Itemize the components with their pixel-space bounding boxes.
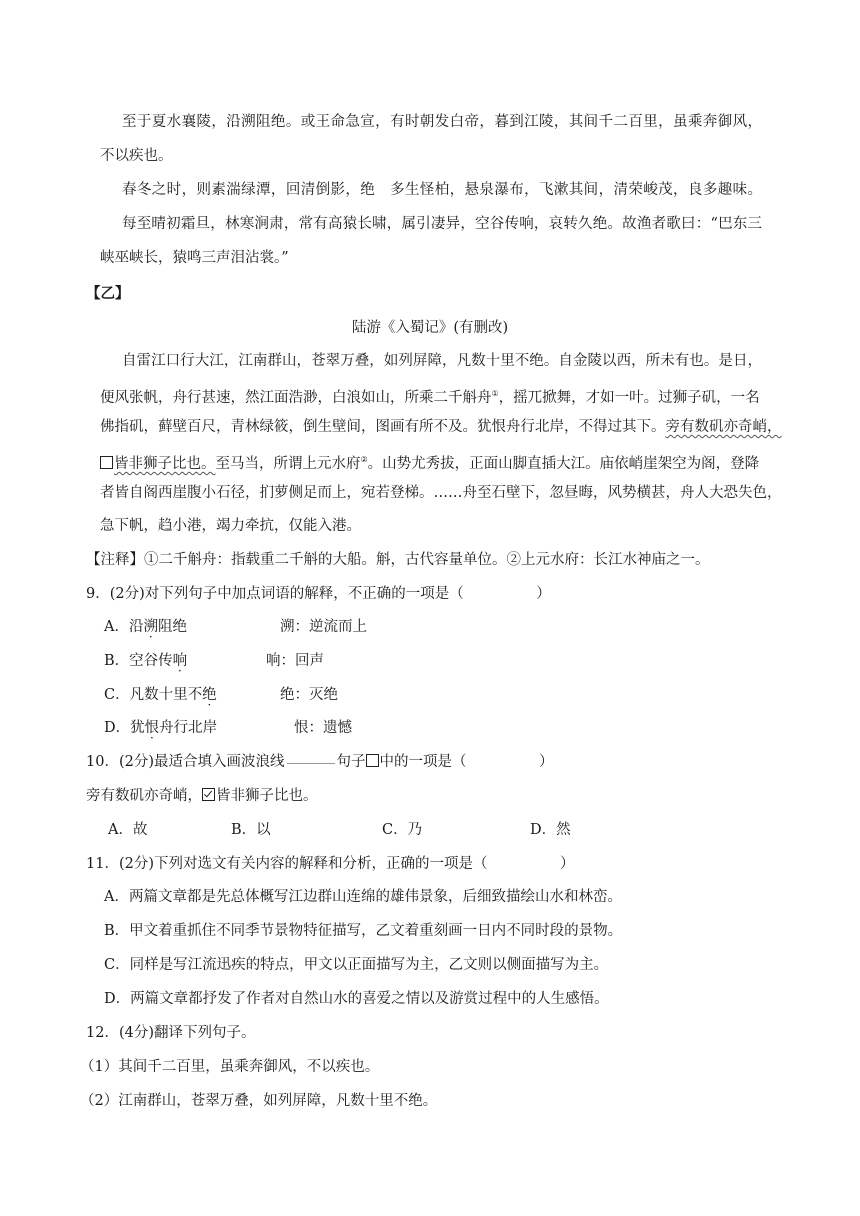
q9-stem: 9．(2分)对下列句子中加点词语的解释，不正确的一项是（ ） (86, 586, 551, 602)
q10-sentence: 旁有数矶亦奇峭， 皆非狮子比也。 (86, 788, 318, 804)
q9-option-c: C．凡数十里不绝 (104, 687, 217, 703)
checked-box-icon (202, 788, 215, 801)
q10-option-c: C．乃 (382, 822, 423, 838)
q9-option-a-explanation: 溯：逆流而上 (280, 619, 367, 635)
q10-option-b: B．以 (231, 822, 271, 838)
yi-line2-text-b: ，摇兀掀舞，才如一叶。过狮子矶，一名 (498, 389, 760, 406)
yi-line1: 自雷江口行大江，江南群山，苍翠万叠，如列屏障，凡数十里不绝。自金陵以西，所未有也。是日， (122, 353, 762, 369)
annotation-note: 【注释】①二千斛舟：指载重二千斛的大船。斛，古代容量单位。②上元水府：长江水神庙之一。 (86, 552, 710, 568)
q9-option-d: D．犹恨舟行北岸 (104, 720, 218, 736)
jia-para2-line1: 春冬之时，则素湍绿潭，回清倒影，绝 多生怪柏，悬泉瀑布，飞漱其间，清荣峻茂，良多趣味。 (122, 182, 762, 198)
wavy-underlined-sentence-part1: 旁有数矶亦奇峭， (665, 419, 782, 435)
wavy-underlined-sentence-part2: 皆非狮子比也。 (114, 455, 216, 472)
q9-option-c-explanation: 绝：灭绝 (280, 687, 338, 703)
q11-option-d: D．两篇文章都抒发了作者对自然山水的喜爱之情以及游赏过程中的人生感悟。 (104, 991, 609, 1007)
jia-para1-line1: 至于夏水襄陵，沿溯阻绝。或王命急宣，有时朝发白帝，暮到江陵，其间千二百里，虽乘奔御风， (122, 114, 762, 130)
yi-line6: 急下帆，趋小港，竭力牵抗，仅能入港。 (100, 518, 361, 534)
yi-line4-text-b: 至马当，所谓上元水府 (215, 455, 361, 472)
q10-option-a: A．故 (108, 822, 148, 838)
yi-title: 陆游《入蜀记》(有删改) (351, 320, 509, 336)
emphasis-dot-word: 响 (172, 653, 188, 669)
yi-line4 (100, 451, 762, 473)
yi-line5: 者皆自阁西崖腹小石径，扪萝侧足而上，宛若登梯。……舟至石壁下，忽昼晦，风势横甚，舟人大恐失色， (100, 485, 782, 501)
footnote-marker-1: ① (491, 389, 499, 398)
q11-option-c: C．同样是写江流迅疾的特点，甲文以正面描写为主，乙文则以侧面描写为主。 (104, 957, 609, 973)
q11-option-a: A．两篇文章都是先总体概写江边群山连绵的雄伟景象，后细致描绘山水和林峦。 (104, 889, 622, 905)
q10-option-d: D．然 (530, 822, 571, 838)
q12-stem: 12．(4分)翻译下列句子。 (86, 1025, 256, 1041)
emphasis-dot-word: 绝 (202, 687, 217, 703)
q10-stem: 10．(2分)最适合填入画波浪线 句子 中的一项是（ ） (86, 754, 554, 770)
q9-option-b: B．空谷传响 (104, 653, 188, 669)
emphasis-dot-word: 溯 (143, 619, 158, 635)
jia-para1-line2: 不以疾也。 (100, 148, 173, 164)
q11-option-b: B．甲文着重抓住不同季节景物特征描写，乙文着重刻画一日内不同时段的景物。 (104, 923, 623, 939)
wavy-line-blank (287, 763, 335, 764)
q11-stem: 11．(2分)下列对选文有关内容的解释和分析，正确的一项是（ ） (86, 856, 575, 872)
blank-box-icon (366, 754, 379, 767)
q12-item-1: （1）其间千二百里，虽乘奔御风，不以疾也。 (80, 1059, 380, 1075)
q12-item-2: （2）江南群山，苍翠万叠，如列屏障，凡数十里不绝。 (80, 1093, 438, 1109)
yi-line3-text: 佛指矶，藓壁百尺，青林绿筱，倒生壁间，图画有所不及。犹恨舟行北岸，不得过其下。 (100, 419, 666, 435)
yi-line2-text-a: 便风张帆，舟行甚速，然江面浩渺，白浪如山，所乘二千斛舟 (100, 389, 492, 406)
q9-option-d-explanation: 恨：遗憾 (294, 720, 352, 736)
emphasis-dot-word: 恨 (144, 720, 160, 736)
jia-para3-line1: 每至晴初霜旦，林寒涧肃，常有高猿长啸，属引凄异，空谷传响，哀转久绝。故渔者歌曰：“巴东三 (122, 216, 762, 232)
yi-line3 (100, 418, 782, 436)
yi-line2 (100, 385, 762, 407)
blank-box-icon (100, 456, 113, 469)
yi-line4-text-c: 。山势尤秀拔，正面山脚直插大江。庙依峭崖架空为阁，登降 (367, 455, 760, 472)
yi-label: 【乙】 (86, 285, 130, 302)
footnote-marker-2: ② (360, 455, 368, 464)
q9-option-b-explanation: 响：回声 (266, 653, 324, 669)
jia-para3-line2: 峡巫峡长，猿鸣三声泪沾裳。” (100, 250, 289, 266)
q9-option-a: A．沿溯阻绝 (104, 619, 187, 635)
